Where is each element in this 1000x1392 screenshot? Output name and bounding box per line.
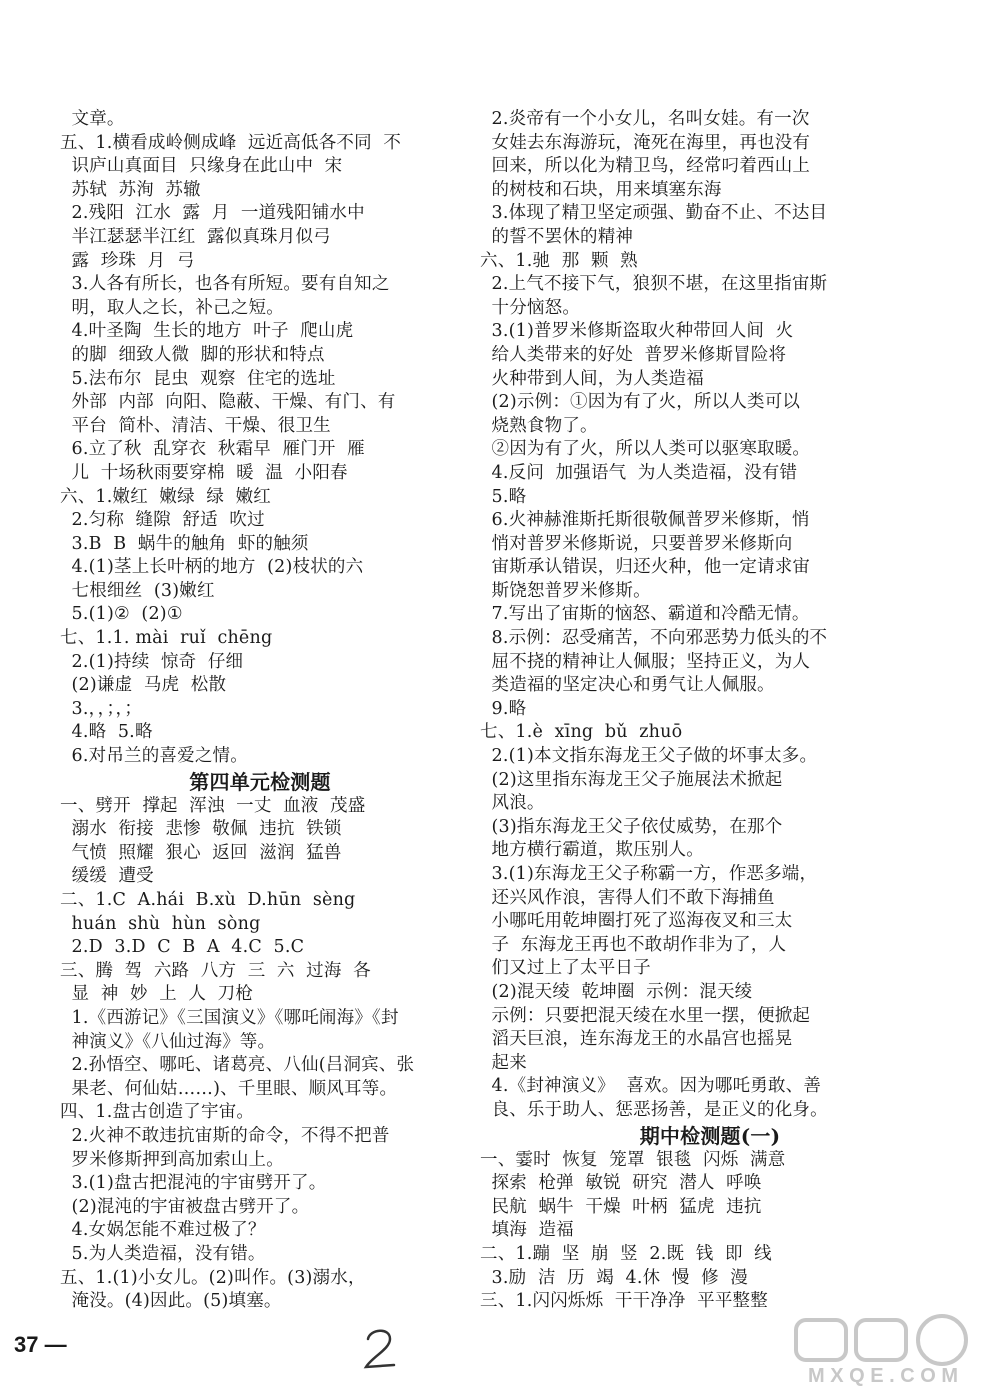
text-line: 6.火神赫淮斯托斯很敬佩普罗米修斯，悄 <box>480 510 810 531</box>
text-line: 七根细丝 (3)嫩红 <box>60 580 215 601</box>
text-line: 十分恼怒。 <box>480 297 581 318</box>
text-line: 6.对吊兰的喜爱之情。 <box>60 746 248 767</box>
text-line: 9.略 <box>480 698 527 719</box>
text-line: 神演义》《八仙过海》等。 <box>60 1031 276 1052</box>
text-line: 二、1.蹦 坚 崩 竖 2.既 钱 即 线 <box>480 1243 772 1264</box>
text-line: 露 珍珠 月 弓 <box>60 250 195 271</box>
text-line: 3.人各有所长，也各有所短。要有自知之 <box>60 274 390 295</box>
text-line: 六、1.嫩红 嫩绿 绿 嫩红 <box>60 486 271 507</box>
text-line: 3.励 洁 历 竭 4.休 慢 修 漫 <box>480 1267 748 1288</box>
text-line: 4.女娲怎能不难过极了？ <box>60 1220 266 1241</box>
text-line: 1.《西游记》《三国演义》《哪吒闹海》《封 <box>60 1007 399 1028</box>
text-line: 苏轼 苏洵 苏辙 <box>60 179 201 200</box>
text-line: 外部 内部 向阳、隐蔽、干燥、有门、有 <box>60 392 396 413</box>
text-line: 二、1.C A.hái B.xù D.hūn sèng <box>60 890 356 910</box>
text-line: 风浪。 <box>480 793 545 814</box>
text-line: 3.(1)盘古把混沌的宇宙劈开了。 <box>60 1173 327 1194</box>
text-line: 2.上气不接下气，狼狈不堪，在这里指宙斯 <box>480 274 828 295</box>
text-line: 4.叶圣陶 生长的地方 叶子 爬山虎 <box>60 321 354 342</box>
text-line: 五、1.横看成岭侧成峰 远近高低各不同 不 <box>60 132 402 153</box>
text-line: (2)混沌的宇宙被盘古劈开了。 <box>60 1196 310 1217</box>
text-line: 罗米修斯押到高加索山上。 <box>60 1149 284 1170</box>
text-line: (3)指东海龙王父子依仗威势，在那个 <box>480 816 783 837</box>
text-line: 3.(1)东海龙王父子称霸一方，作恶多端， <box>480 864 818 884</box>
text-line: 4.(1)茎上长叶柄的地方 (2)枝状的六 <box>60 557 364 578</box>
text-line: 2.(1)本文指东海龙王父子做的坏事太多。 <box>480 746 818 767</box>
text-line: 地方横行霸道，欺压别人。 <box>480 840 704 861</box>
text-line: 4.略 5.略 <box>60 722 153 743</box>
text-line: 3.(1)普罗米修斯盗取火种带回人间 火 <box>480 321 794 342</box>
text-line: 子 东海龙王再也不敢胡作非为了，人 <box>480 934 787 955</box>
text-line: 5.法布尔 昆虫 观察 住宅的选址 <box>60 368 336 389</box>
text-line: 2.D 3.D C B A 4.C 5.C <box>60 937 305 958</box>
svg-text:M X Q E . C O M: M X Q E . C O M <box>808 1365 959 1387</box>
text-line: (2)谦虚 马虎 松散 <box>60 675 227 696</box>
text-line: 8.示例：忍受痛苦，不向邪恶势力低头的不 <box>480 628 828 649</box>
text-line: 滔天巨浪，连东海龙王的水晶宫也摇晃 <box>480 1029 793 1050</box>
text-line: 女娃去东海游玩，淹死在海里，再也没有 <box>480 132 811 153</box>
text-line: 给人类带来的好处 普罗米修斯冒险将 <box>480 344 787 365</box>
text-line: 起来 <box>480 1052 527 1073</box>
text-line: (2)示例：①因为有了火，所以人类可以 <box>480 392 801 413</box>
text-line: 火种带到人间，为人类造福 <box>480 368 704 389</box>
text-line: 识庐山真面目 只缘身在此山中 宋 <box>60 156 343 177</box>
text-line: 五、1.(1)小女儿。(2)叫作。(3)溺水， <box>60 1267 366 1288</box>
text-line: 2.孙悟空、哪吒、诸葛亮、八仙(吕洞宾、张 <box>60 1055 415 1076</box>
text-line: 悄对普罗米修斯说，只要普罗米修斯向 <box>480 533 793 554</box>
watermark <box>790 1310 990 1388</box>
text-line: 的树枝和石块，用来填塞东海 <box>480 179 722 200</box>
text-line: 2.炎帝有一个小女儿，名叫女娃。有一次 <box>480 109 810 129</box>
text-line: 的脚 细致人微 脚的形状和特点 <box>60 344 325 365</box>
text-line: 2.(1)持续 惊奇 仔细 <box>60 651 244 672</box>
text-line: 溺水 衔接 悲惨 敬佩 违抗 铁锁 <box>60 819 342 840</box>
text-line: 一、霎时 恢复 笼罩 银毯 闪烁 满意 <box>480 1149 786 1170</box>
text-line: 文章。 <box>60 109 125 129</box>
text-line: 七、1.1. mài ruǐ chēng <box>60 628 273 649</box>
text-line: 填海 造福 <box>480 1220 574 1241</box>
text-line: 们又过上了太平日子 <box>480 958 651 979</box>
text-line: 5.为人类造福，没有错。 <box>60 1243 266 1264</box>
text-line: 缓缓 遭受 <box>60 866 154 887</box>
text-line: 2.匀称 缝隙 舒适 吹过 <box>60 510 265 531</box>
text-line: 类造福的坚定决心和勇气让人佩服。 <box>480 675 775 696</box>
section-heading: 第四单元检测题 <box>189 769 331 794</box>
text-line: 回来，所以化为精卫鸟，经常叼着西山上 <box>480 156 811 177</box>
text-line: 明，取人之长，补己之短。 <box>60 297 284 318</box>
text-line: (2)混天绫 乾坤圈 示例：混天绫 <box>480 981 753 1002</box>
text-line: 烧熟食物了。 <box>480 415 598 436</box>
text-line: 5.(1)② (2)① <box>60 604 183 625</box>
text-line: 的誓不罢休的精神 <box>480 226 634 247</box>
text-line: 儿 十场秋雨要穿棉 暖 温 小阳春 <box>60 462 348 483</box>
text-line: 2.火神不敢违抗宙斯的命令，不得不把普 <box>60 1125 390 1146</box>
text-line: 半江瑟瑟半江红 露似真珠月似弓 <box>60 226 331 247</box>
right-column <box>480 108 940 1314</box>
text-line: 民航 蜗牛 干燥 叶柄 猛虎 违抗 <box>480 1196 762 1217</box>
text-line: 显 神 妙 上 人 刀枪 <box>60 984 254 1005</box>
text-line: 三、腾 驾 六路 八方 三 六 过海 各 <box>60 960 371 981</box>
text-line: 一、劈开 撑起 浑浊 一丈 血液 茂盛 <box>60 795 366 816</box>
text-line: 7.写出了宙斯的恼怒、霸道和冷酷无情。 <box>480 604 810 625</box>
page-number: 37 — <box>14 1332 67 1357</box>
text-line: 还兴风作浪，害得人们不敢下海捕鱼 <box>480 887 775 908</box>
text-line: 3.B B 蜗牛的触角 虾的触须 <box>60 533 309 554</box>
text-line: (2)这里指东海龙王父子施展法术掀起 <box>480 769 783 790</box>
text-line: 淹没。(4)因此。(5)填塞。 <box>60 1291 282 1312</box>
text-line: 示例：只要把混天绫在水里一摆，便掀起 <box>480 1005 811 1026</box>
text-line: 良、乐于助人、惩恶扬善，是正义的化身。 <box>480 1099 828 1120</box>
section-heading: 期中检测题(一) <box>639 1123 781 1148</box>
text-line: 平台 简朴、清洁、干燥、很卫生 <box>60 415 331 436</box>
text-line: 七、1.è xīng bǔ zhuō <box>480 722 683 743</box>
text-line: 果老、何仙姑……)、千里眼、顺风耳等。 <box>60 1078 398 1099</box>
text-line: 5.略 <box>480 486 527 507</box>
text-line: 探索 枪弹 敏锐 研究 潜人 呼唤 <box>480 1173 762 1194</box>
text-line: 4.《封神演义》 喜欢。因为哪吒勇敢、善 <box>480 1076 822 1097</box>
text-line: 小哪吒用乾坤圈打死了巡海夜叉和三太 <box>480 911 793 932</box>
text-line: 四、1.盘古创造了宇宙。 <box>60 1102 255 1123</box>
text-line: huán shù hùn sòng <box>60 913 261 934</box>
text-line: 3.，，；，； <box>60 698 143 719</box>
text-line: 六、1.驰 那 颗 熟 <box>480 250 638 271</box>
text-line: 三、1.闪闪烁烁 干干净净 平平整整 <box>480 1291 768 1312</box>
text-line: 2.残阳 江水 露 月 一道残阳铺水中 <box>60 203 365 224</box>
text-line: 屈不挠的精神让人佩服；坚持正义，为人 <box>480 651 811 672</box>
text-line: 斯饶恕普罗米修斯。 <box>480 580 651 601</box>
text-line: 3.体现了精卫坚定顽强、勤奋不止、不达目 <box>480 203 828 224</box>
left-column <box>60 108 460 1314</box>
handwritten-mark <box>360 1325 400 1371</box>
text-line: ②因为有了火，所以人类可以驱寒取暖。 <box>480 439 811 460</box>
text-line: 气愤 照耀 狠心 返回 滋润 猛兽 <box>60 842 342 863</box>
text-line: 宙斯承认错误，归还火种，他一定请求宙 <box>480 557 811 578</box>
text-line: 4.反问 加强语气 为人类造福，没有错 <box>480 462 798 483</box>
text-line: 6.立了秋 乱穿衣 秋霜早 雁门开 雁 <box>60 439 365 460</box>
